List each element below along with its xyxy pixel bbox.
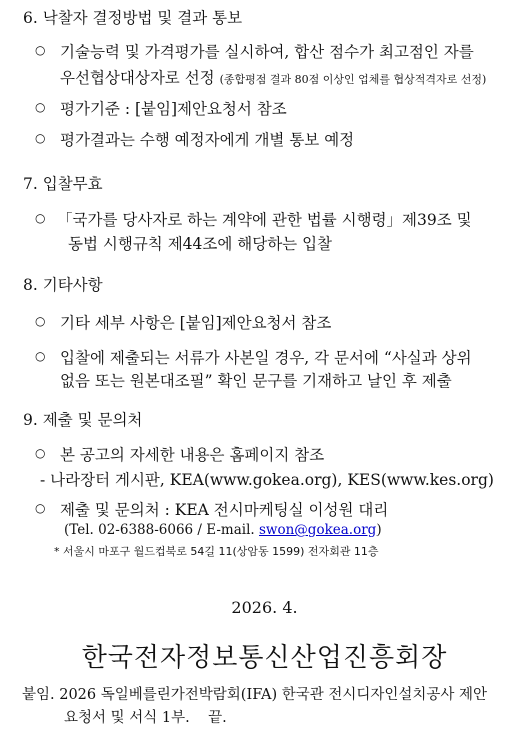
s9-item1: 본 공고의 자세한 내용은 홈페이지 참조	[60, 446, 325, 464]
tel-close: )	[376, 522, 382, 538]
section-9-heading: 9. 제출 및 문의처	[23, 411, 143, 429]
s6-item1-line1: 기술능력 및 가격평가를 실시하여, 합산 점수가 최고점인 자를	[60, 43, 474, 61]
s6-item2: 평가기준 : [붙임]제안요청서 참조	[60, 100, 287, 118]
s9-item2: 제출 및 문의처 : KEA 전시마케팅실 이성원 대리	[60, 501, 389, 519]
bullet-icon: ○	[35, 131, 46, 145]
attachment-line1: 붙임. 2026 독일베를린가전박람회(IFA) 한국관 전시디자인설치공사 제안	[22, 687, 488, 703]
s6-item1-note: (종합평점 결과 80점 이상인 업체를 협상적격자로 선정)	[219, 73, 487, 86]
s8-item2-line2: 없음 또는 원본대조필” 확인 문구를 기재하고 날인 후 제출	[60, 372, 452, 390]
bullet-icon: ○	[35, 349, 46, 363]
bullet-icon: ○	[35, 314, 46, 328]
section-7-heading: 7. 입찰무효	[23, 175, 103, 193]
s6-item1-line2	[60, 66, 486, 88]
s9-address: * 서울시 마포구 월드컵북로 54길 11(상암동 1599) 전자회관 11층	[54, 545, 379, 558]
section-8-heading: 8. 기타사항	[23, 276, 103, 294]
bullet-icon: ○	[35, 501, 46, 515]
email-link[interactable]: swon@gokea.org	[259, 522, 377, 538]
s7-item1-line1: 「국가를 당사자로 하는 계약에 관한 법률 시행령」제39조 및	[57, 211, 472, 229]
bullet-icon: ○	[35, 211, 46, 225]
section-6-heading: 6. 낙찰자 결정방법 및 결과 통보	[23, 9, 243, 27]
bullet-icon: ○	[35, 446, 46, 460]
bullet-icon: ○	[35, 100, 46, 114]
s7-item1-line2: 동법 시행규칙 제44조에 해당하는 입찰	[68, 235, 333, 253]
s8-item2-line1: 입찰에 제출되는 서류가 사본일 경우, 각 문서에 “사실과 상위	[60, 349, 472, 367]
attachment-line2: 요청서 및 서식 1부. 끝.	[64, 710, 227, 726]
s6-item1-text: 우선협상대상자로 선정	[60, 69, 215, 87]
tel-text: (Tel. 02-6388-6066 / E-mail.	[64, 522, 255, 538]
s9-contact	[64, 522, 382, 538]
notice-date: 2026. 4.	[231, 598, 298, 617]
s8-item1: 기타 세부 사항은 [붙임]제안요청서 참조	[60, 314, 332, 332]
organization-name: 한국전자정보통신산업진흥회장	[81, 643, 448, 673]
s6-item3: 평가결과는 수행 예정자에게 개별 통보 예정	[60, 131, 355, 149]
s9-item1-sub: - 나라장터 게시판, KEA(www.gokea.org), KES(www.kes.org)	[40, 471, 494, 489]
bullet-icon: ○	[35, 43, 46, 57]
